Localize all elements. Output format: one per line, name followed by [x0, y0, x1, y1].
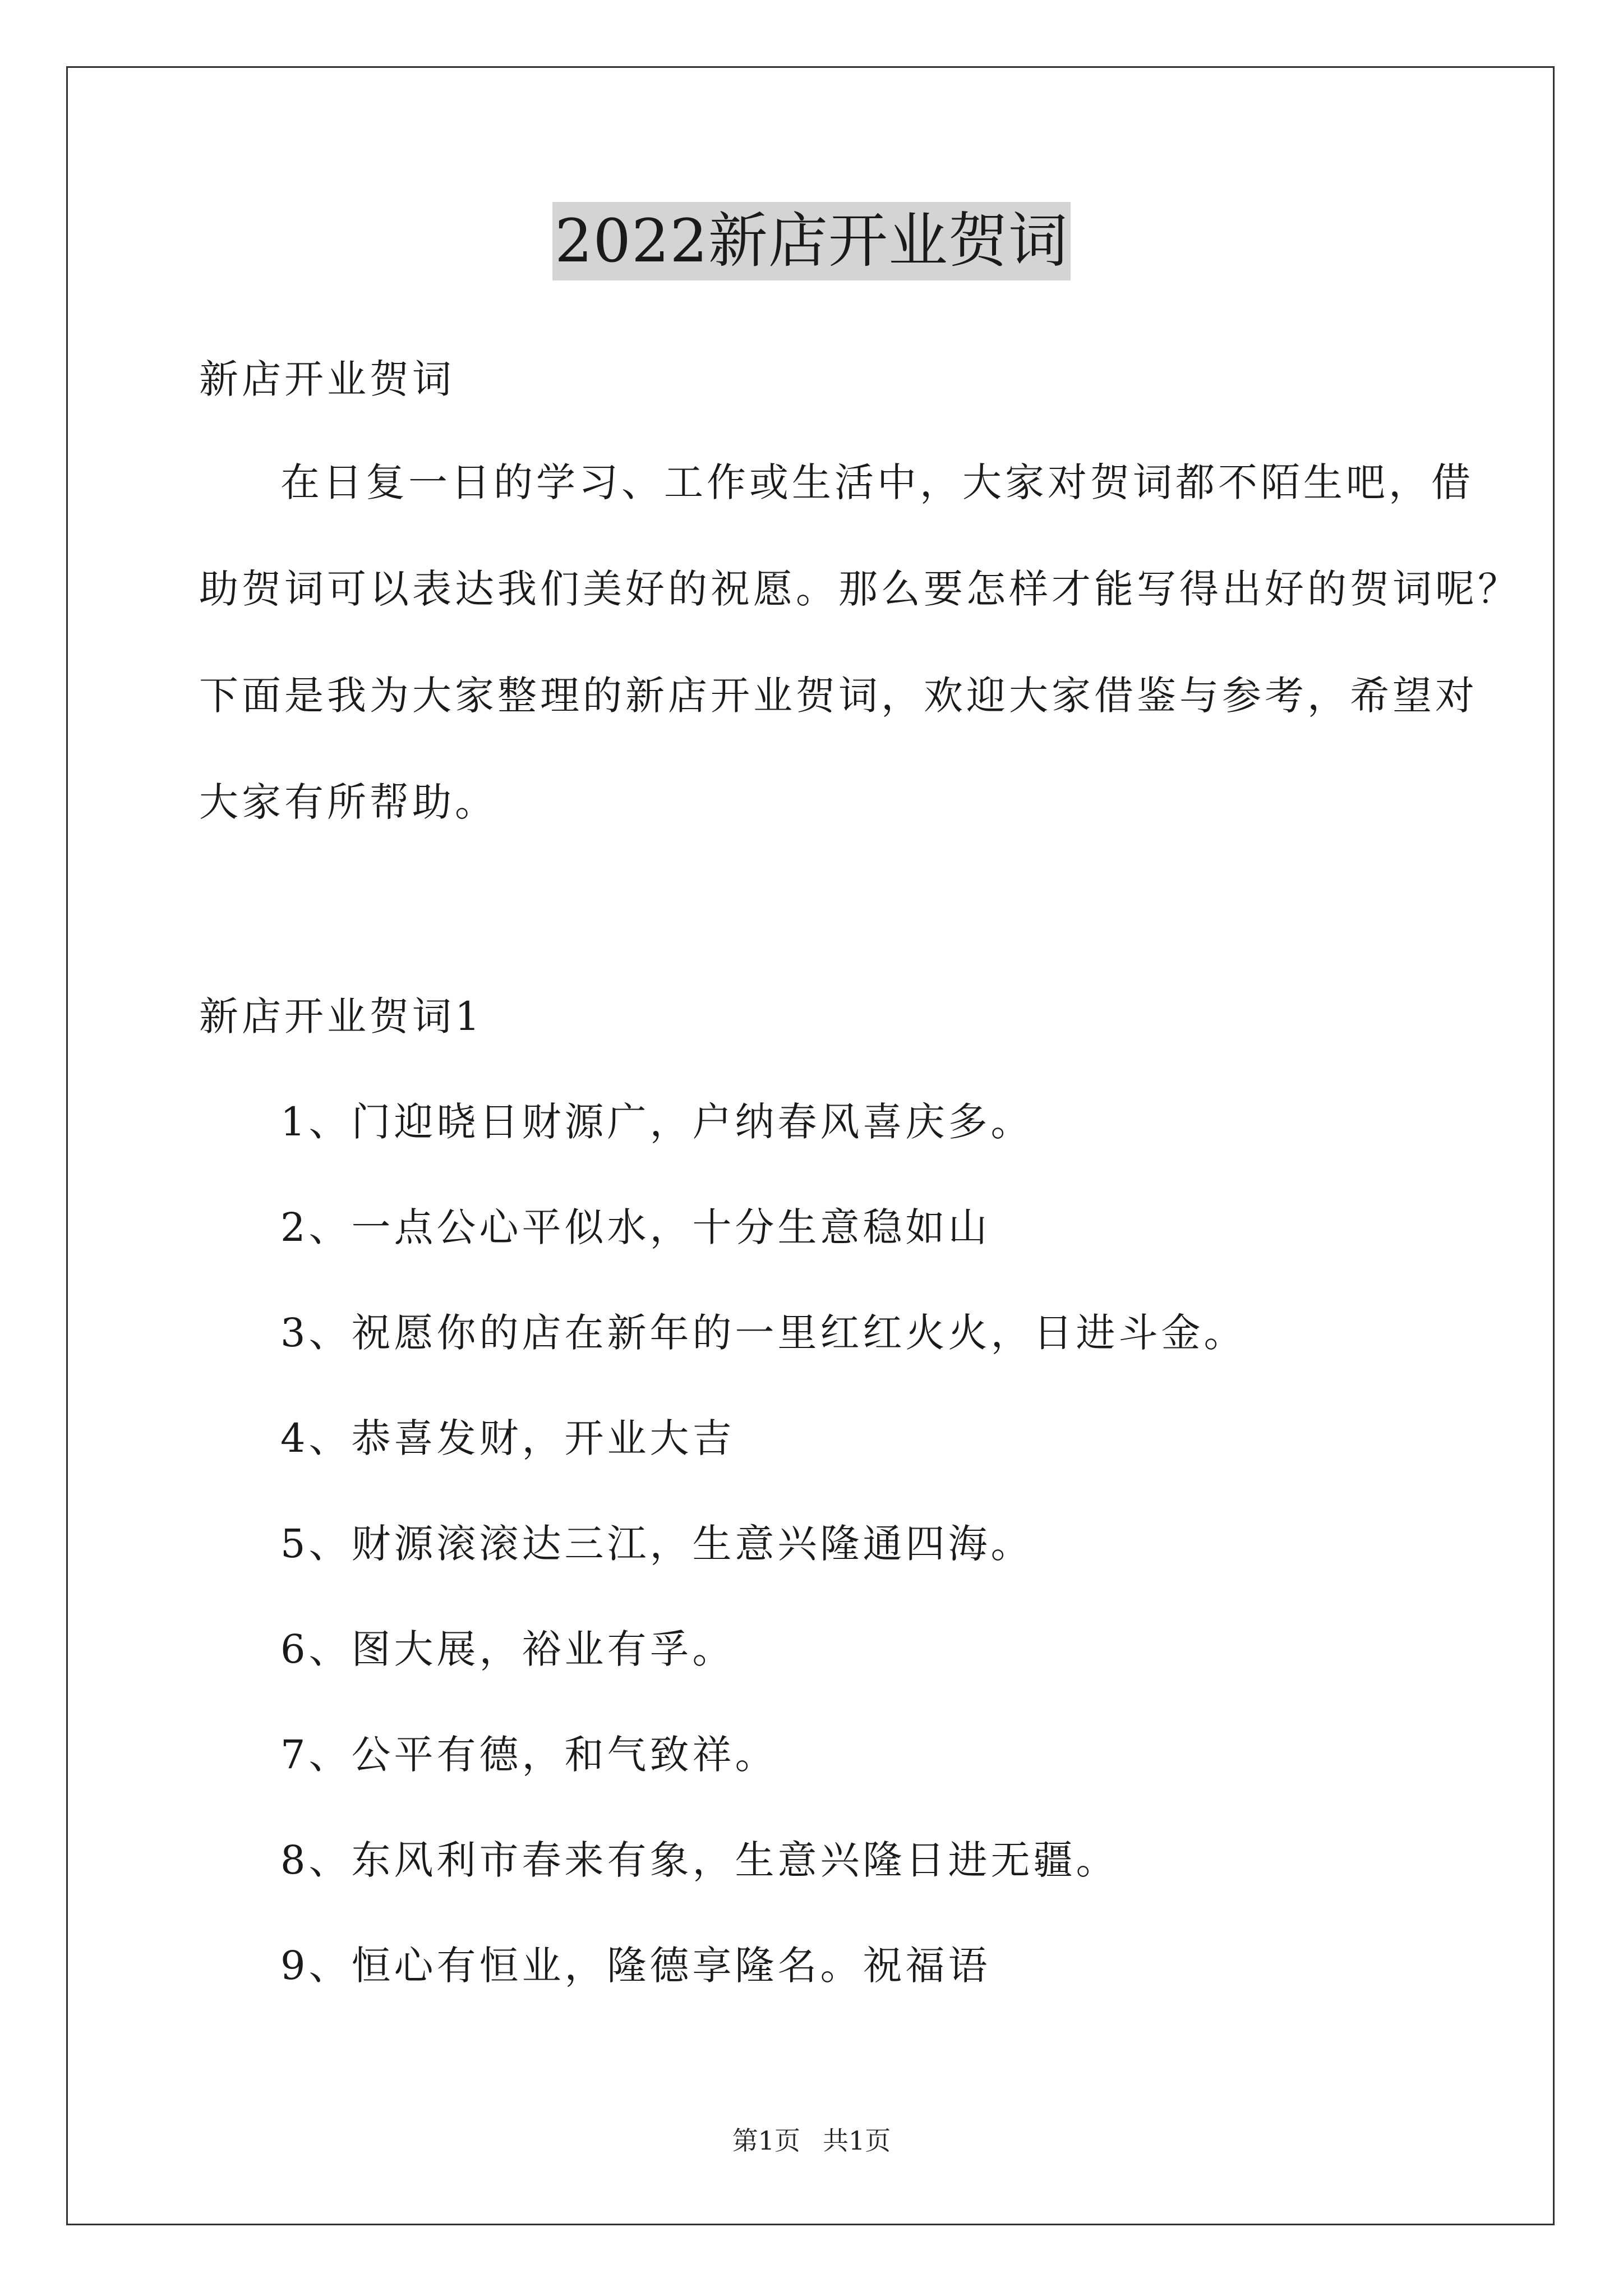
document-subtitle: 新店开业贺词 [199, 356, 455, 402]
title-container [0, 202, 1623, 280]
list-item-1: 1、门迎晓日财源广，户纳春风喜庆多。 [280, 1099, 1034, 1145]
list-item-2: 2、一点公心平似水，十分生意稳如山 [280, 1204, 991, 1250]
list-item-3: 3、祝愿你的店在新年的一里红红火火，日进斗金。 [280, 1310, 1247, 1356]
page-number: 第1页 [732, 2125, 800, 2156]
intro-line-2: 助贺词可以表达我们美好的祝愿。那么要怎样才能写得出好的贺词呢？ [199, 566, 1520, 612]
section-title: 新店开业贺词1 [199, 993, 483, 1039]
list-item-8: 8、东风利市春来有象，生意兴隆日进无疆。 [280, 1837, 1119, 1883]
document-title: 2022新店开业贺词 [552, 202, 1071, 280]
page-footer [0, 2124, 1623, 2157]
list-item-5: 5、财源滚滚达三江，生意兴隆通四海。 [280, 1521, 1034, 1567]
page-total: 共1页 [823, 2125, 891, 2156]
list-item-4: 4、恭喜发财，开业大吉 [280, 1415, 735, 1461]
list-item-7: 7、公平有德，和气致祥。 [280, 1732, 778, 1778]
intro-line-4: 大家有所帮助。 [199, 779, 497, 825]
intro-line-3: 下面是我为大家整理的新店开业贺词，欢迎大家借鉴与参考，希望对 [199, 673, 1478, 719]
intro-line-1: 在日复一日的学习、工作或生活中，大家对贺词都不陌生吧，借 [280, 459, 1474, 505]
list-item-9: 9、恒心有恒业，隆德享隆名。祝福语 [280, 1943, 991, 1989]
list-item-6: 6、图大展，裕业有孚。 [280, 1626, 735, 1672]
